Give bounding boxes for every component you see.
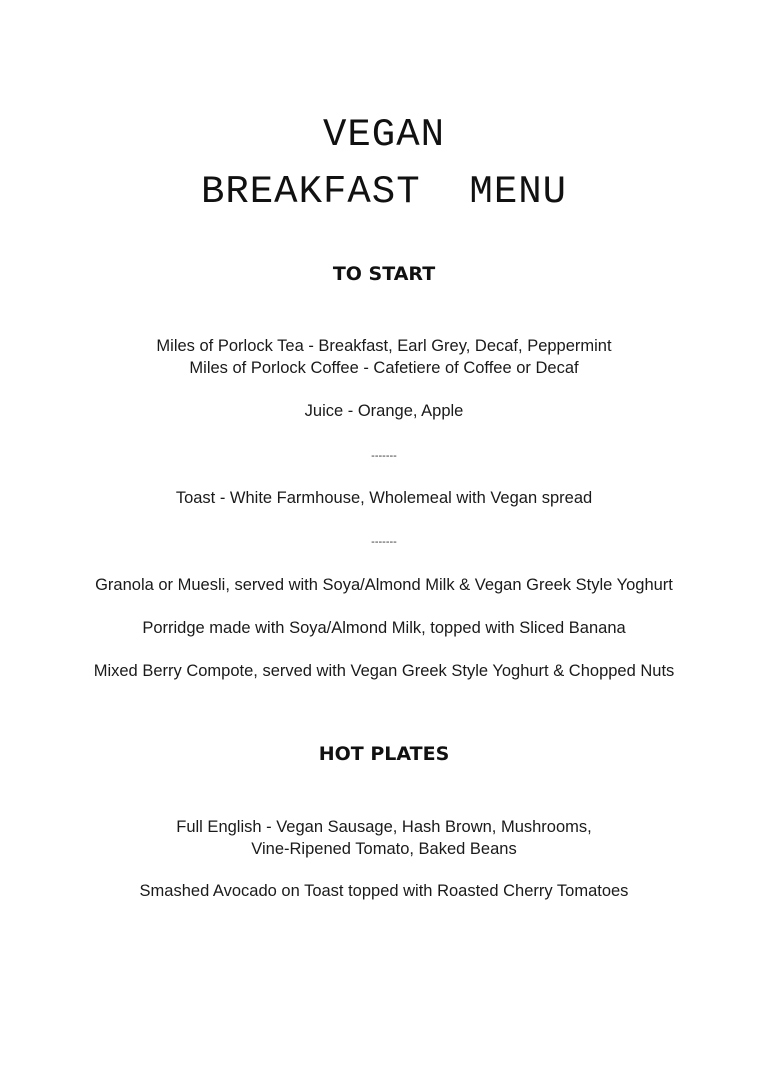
divider: ------- bbox=[371, 536, 397, 548]
menu-item-porridge: Porridge made with Soya/Almond Milk, topped with Sliced Banana bbox=[142, 619, 626, 637]
menu-item-full-english-line-2: Vine-Ripened Tomato, Baked Beans bbox=[251, 840, 517, 858]
menu-item-coffee: Miles of Porlock Coffee - Cafetiere of Coffee or Decaf bbox=[189, 359, 579, 377]
menu-item-toast: Toast - White Farmhouse, Wholemeal with Vegan spread bbox=[175, 489, 593, 507]
section-heading-hot-plates: HOT PLATES bbox=[318, 743, 450, 765]
menu-item-granola: Granola or Muesli, served with Soya/Almond Milk & Vegan Greek Style Yoghurt bbox=[95, 576, 673, 594]
menu-title-line-2: BREAKFAST MENU bbox=[200, 170, 568, 214]
menu-item-full-english-line-1: Full English - Vegan Sausage, Hash Brown, Mushrooms, bbox=[176, 818, 592, 836]
menu-title-line-1: VEGAN bbox=[322, 113, 446, 157]
menu-item-tea: Miles of Porlock Tea - Breakfast, Earl Grey, Decaf, Peppermint bbox=[156, 337, 612, 355]
section-heading-to-start: TO START bbox=[332, 263, 436, 285]
menu-item-avocado: Smashed Avocado on Toast topped with Roasted Cherry Tomatoes bbox=[139, 882, 629, 900]
menu-item-compote: Mixed Berry Compote, served with Vegan Greek Style Yoghurt & Chopped Nuts bbox=[93, 662, 675, 680]
divider: ------- bbox=[371, 450, 397, 462]
menu-item-juice: Juice - Orange, Apple bbox=[304, 402, 464, 420]
